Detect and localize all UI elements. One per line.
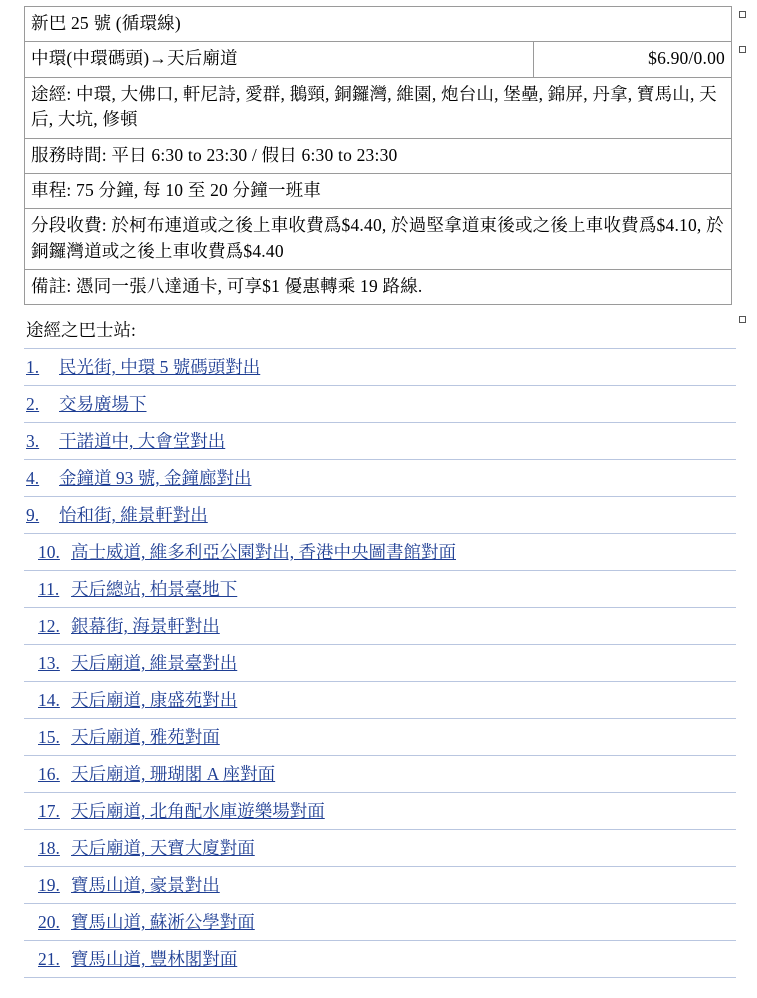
stop-number: 10.	[38, 542, 60, 563]
route-journey-row	[25, 173, 732, 208]
route-header-cell: 新巴 25 號 (循環線)	[25, 7, 732, 42]
stop-name[interactable]: 天后廟道, 維景臺對出	[71, 653, 238, 674]
stop-row[interactable]	[24, 460, 736, 497]
route-via-cell	[25, 77, 732, 138]
route-sectionfare-cell: 分段收費: 於柯布連道或之後上車收費爲$4.40, 於過堅拿道東後或之後上車收費爲$4.10, 於銅鑼灣道或之後上車收費爲$4.40	[25, 209, 732, 270]
stop-row[interactable]	[24, 904, 736, 941]
route-terminus-row	[25, 42, 732, 77]
stop-row[interactable]	[24, 497, 736, 534]
stop-row[interactable]	[24, 793, 736, 830]
stop-number: 19.	[38, 875, 60, 896]
route-remarks-row	[25, 270, 732, 305]
stop-number: 17.	[38, 801, 60, 822]
table-handle-bottom[interactable]	[739, 316, 746, 323]
route-hours-cell: 服務時間: 平日 6:30 to 23:30 / 假日 6:30 to 23:30	[25, 138, 732, 173]
stop-row[interactable]	[24, 645, 736, 682]
route-via-text: 中環, 大佛口, 軒尼詩, 愛群, 鵝頸, 銅鑼灣, 維園, 炮台山, 堡壘, 錦屏, 丹拿, 寶馬山, 天后, 大坑, 修頓	[31, 83, 717, 130]
stop-number: 15.	[38, 727, 60, 748]
stop-number: 13.	[38, 653, 60, 674]
stop-name[interactable]: 天后廟道, 雅苑對面	[71, 727, 220, 748]
table-handle-top[interactable]	[739, 11, 746, 18]
route-via-label: 途經:	[31, 83, 72, 104]
stop-number: 12.	[38, 616, 60, 637]
route-terminus-cell: 中環(中環碼頭)→天后廟道	[25, 42, 534, 77]
route-via-row	[25, 77, 732, 138]
stop-row[interactable]	[24, 608, 736, 645]
stop-row[interactable]	[24, 571, 736, 608]
stop-name[interactable]: 寶馬山道, 蘇淅公學對面	[71, 912, 255, 933]
stop-name[interactable]: 天后廟道, 珊瑚閣 A 座對面	[71, 764, 276, 785]
stop-number: 1.	[26, 357, 40, 378]
stop-row[interactable]	[24, 423, 736, 460]
stop-row[interactable]	[24, 719, 736, 756]
stop-number: 16.	[38, 764, 60, 785]
stop-name[interactable]: 天后廟道, 天寶大廈對面	[71, 838, 255, 859]
stop-name[interactable]: 天后廟道, 康盛苑對出	[71, 690, 238, 711]
stop-row[interactable]	[24, 386, 736, 423]
stop-name[interactable]: 交易廣場下	[59, 394, 147, 415]
stop-name[interactable]: 天后總站, 柏景臺地下	[71, 579, 238, 600]
stop-number: 9.	[26, 505, 40, 526]
stop-number: 14.	[38, 690, 60, 711]
stop-name[interactable]: 金鐘道 93 號, 金鐘廊對出	[59, 468, 252, 489]
stop-name[interactable]: 干諾道中, 大會堂對出	[59, 431, 226, 452]
stop-number: 2.	[26, 394, 40, 415]
stop-number: 20.	[38, 912, 60, 933]
stop-name[interactable]: 寶馬山道, 豐林閣對面	[71, 949, 238, 970]
stop-number: 3.	[26, 431, 40, 452]
stop-row[interactable]	[24, 830, 736, 867]
stop-name[interactable]: 高士威道, 維多利亞公園對出, 香港中央圖書館對面	[71, 542, 456, 563]
stop-number: 4.	[26, 468, 40, 489]
stop-name[interactable]: 天后廟道, 北角配水庫遊樂場對面	[71, 801, 325, 822]
stop-name[interactable]: 民光街, 中環 5 號碼頭對出	[59, 357, 261, 378]
table-handle-mid[interactable]	[739, 46, 746, 53]
stop-number: 11.	[38, 579, 60, 600]
stop-row[interactable]	[24, 756, 736, 793]
route-fare-cell: $6.90/0.00	[534, 42, 732, 77]
stop-name[interactable]: 銀幕街, 海景軒對出	[71, 616, 220, 637]
stop-number: 21.	[38, 949, 60, 970]
stops-title: 途經之巴士站:	[24, 315, 736, 349]
stop-row[interactable]	[24, 349, 736, 386]
stops-list	[24, 349, 736, 978]
stop-row[interactable]	[24, 941, 736, 978]
document-page	[0, 6, 757, 998]
route-header-row	[25, 7, 732, 42]
route-sectionfare-row	[25, 209, 732, 270]
stop-row[interactable]	[24, 682, 736, 719]
route-remarks-cell: 備註: 憑同一張八達通卡, 可享$1 優惠轉乘 19 路線.	[25, 270, 732, 305]
stops-section	[24, 315, 736, 978]
stop-name[interactable]: 怡和街, 維景軒對出	[59, 505, 208, 526]
route-hours-row	[25, 138, 732, 173]
stop-row[interactable]	[24, 534, 736, 571]
route-journey-cell: 車程: 75 分鐘, 每 10 至 20 分鐘一班車	[25, 173, 732, 208]
stop-name[interactable]: 寶馬山道, 豪景對出	[71, 875, 220, 896]
stop-number: 18.	[38, 838, 60, 859]
route-info-table	[24, 6, 732, 305]
stop-row[interactable]	[24, 867, 736, 904]
